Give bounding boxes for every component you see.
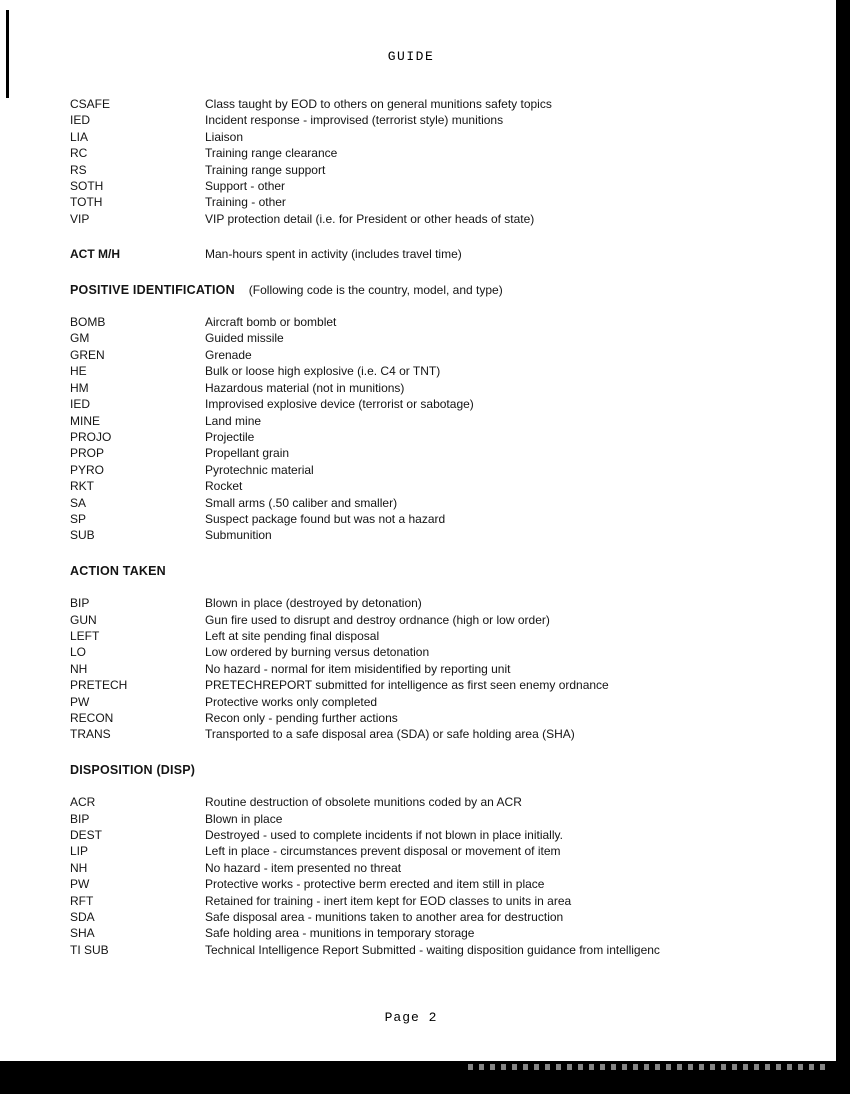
code-cell: LIA (70, 129, 89, 144)
section (70, 762, 810, 958)
description-cell: Support - other (205, 179, 286, 194)
description-cell: Blown in place (205, 811, 283, 826)
definition-row (70, 860, 810, 876)
description-cell: Destroyed - used to complete incidents if not blown in place initially. (205, 828, 563, 843)
section-heading (70, 282, 810, 298)
definition-row (70, 811, 810, 827)
description-cell: No hazard - normal for item misidentified by reporting unit (205, 661, 511, 676)
definition-row (70, 495, 810, 511)
section-title: POSITIVE IDENTIFICATION (70, 282, 235, 297)
definition-row (70, 612, 810, 628)
description-cell: Guided missile (205, 331, 284, 346)
code-cell: CSAFE (70, 97, 111, 111)
definition-row (70, 112, 810, 128)
code-cell: DEST (70, 828, 103, 843)
definition-row (70, 644, 810, 660)
description-cell: Land mine (205, 413, 262, 428)
code-cell: BIP (70, 596, 90, 611)
definition-row (70, 96, 810, 112)
code-cell: GUN (70, 612, 97, 627)
description-cell: Hazardous material (not in munitions) (205, 380, 405, 395)
definition-row (70, 876, 810, 892)
description-cell: Training range clearance (205, 146, 338, 161)
code-cell: SOTH (70, 179, 104, 194)
definition-list (70, 246, 810, 262)
section-heading (70, 762, 810, 778)
code-cell: GREN (70, 347, 105, 362)
definition-row (70, 462, 810, 478)
description-cell: Projectile (205, 429, 255, 444)
code-cell: SDA (70, 910, 95, 925)
description-cell: Recon only - pending further actions (205, 711, 398, 725)
code-cell: RC (70, 146, 88, 161)
definition-row (70, 794, 810, 810)
code-cell: LIP (70, 844, 89, 859)
code-cell: BIP (70, 811, 90, 826)
definition-row (70, 726, 810, 742)
description-cell: Gun fire used to disrupt and destroy ordnance (high or low order) (205, 612, 550, 627)
description-cell: Retained for training - inert item kept for EOD classes to units in area (205, 893, 572, 908)
description-cell: Safe holding area - munitions in temporary storage (205, 926, 475, 941)
code-cell: PRETECH (70, 678, 128, 693)
definition-row (70, 314, 810, 330)
definition-row (70, 527, 810, 543)
description-cell: Propellant grain (205, 446, 290, 461)
code-cell: TI SUB (70, 942, 109, 957)
section-title: ACTION TAKEN (70, 563, 166, 578)
definition-row (70, 710, 810, 726)
section (70, 563, 810, 743)
definition-row (70, 211, 810, 227)
definition-row (70, 511, 810, 527)
code-cell: PW (70, 877, 90, 892)
description-cell: Incident response - improvised (terrorist style) munitions (205, 113, 504, 128)
definition-row (70, 429, 810, 445)
code-cell: RFT (70, 893, 94, 908)
description-cell: Protective works only completed (205, 694, 378, 709)
code-cell: PROJO (70, 429, 112, 444)
definition-list (70, 794, 810, 958)
description-cell: Improvised explosive device (terrorist or sabotage) (205, 397, 474, 412)
description-cell: Low ordered by burning versus detonation (205, 645, 430, 660)
definition-row (70, 595, 810, 611)
definition-row (70, 380, 810, 396)
code-cell: PW (70, 694, 90, 709)
description-cell: Submunition (205, 528, 272, 543)
code-cell: HE (70, 364, 87, 379)
code-cell: MINE (70, 413, 100, 428)
description-cell: Protective works - protective berm erected and item still in place (205, 877, 545, 892)
code-cell: HM (70, 380, 89, 395)
description-cell: Suspect package found but was not a hazard (205, 511, 446, 526)
description-cell: Rocket (205, 479, 243, 494)
definition-row (70, 893, 810, 909)
definition-row (70, 178, 810, 194)
scan-artifact-bottom-bar (0, 1061, 850, 1094)
code-cell: SP (70, 511, 87, 526)
description-cell: PRETECHREPORT submitted for intelligence as first seen enemy ordnance (205, 678, 609, 693)
section (70, 246, 810, 262)
definition-row (70, 145, 810, 161)
definition-row (70, 162, 810, 178)
code-cell: LO (70, 645, 87, 660)
description-cell: Safe disposal area - munitions taken to another area for destruction (205, 910, 564, 925)
definition-row (70, 942, 810, 958)
description-cell: Technical Intelligence Report Submitted - waiting disposition guidance from intelligenc (205, 942, 660, 957)
code-cell: PROP (70, 446, 105, 461)
code-cell: NH (70, 860, 88, 875)
definition-list (70, 314, 810, 544)
description-cell: Routine destruction of obsolete munitions coded by an ACR (205, 795, 522, 810)
code-cell: GM (70, 331, 90, 346)
description-cell: Left at site pending final disposal (205, 628, 380, 643)
code-cell: ACR (70, 795, 96, 810)
definition-row (70, 677, 810, 693)
description-cell: VIP protection detail (i.e. for President or other heads of state) (205, 211, 535, 226)
description-cell: Class taught by EOD to others on general munitions safety topics (205, 97, 552, 111)
definition-row (70, 909, 810, 925)
description-cell: Bulk or loose high explosive (i.e. C4 or TNT) (205, 364, 441, 379)
definition-row (70, 396, 810, 412)
description-cell: Aircraft bomb or bomblet (205, 315, 337, 330)
description-cell: No hazard - item presented no threat (205, 860, 402, 875)
description-cell: Training - other (205, 195, 286, 210)
description-cell: Transported to a safe disposal area (SDA) or safe holding area (SHA) (205, 727, 575, 742)
description-cell: Training range support (205, 162, 326, 177)
description-cell: Pyrotechnic material (205, 462, 314, 477)
page-number: Page 2 (384, 1010, 438, 1025)
description-cell: Grenade (205, 347, 252, 362)
description-cell: Liaison (205, 129, 244, 144)
definition-row (70, 129, 810, 145)
definition-row (70, 363, 810, 379)
code-cell: TOTH (70, 195, 103, 210)
code-cell: SA (70, 495, 87, 510)
description-cell: Left in place - circumstances prevent disposal or movement of item (205, 844, 561, 859)
code-cell: NH (70, 661, 88, 676)
document-content (70, 96, 810, 958)
code-cell: PYRO (70, 462, 105, 477)
code-cell: RKT (70, 479, 94, 494)
section-title: DISPOSITION (DISP) (70, 762, 196, 777)
description-cell: Blown in place (destroyed by detonation) (205, 596, 422, 611)
section-note: (Following code is the country, model, and type) (248, 282, 503, 297)
code-cell: TRANS (70, 727, 111, 742)
definition-list (70, 595, 810, 743)
page-header-title: GUIDE (387, 49, 435, 64)
definition-row (70, 628, 810, 644)
code-cell: SUB (70, 528, 95, 543)
definition-row (70, 843, 810, 859)
code-cell: IED (70, 397, 91, 412)
code-cell: SHA (70, 926, 95, 941)
code-cell: RECON (70, 711, 114, 725)
definition-row (70, 827, 810, 843)
code-cell: VIP (70, 211, 90, 226)
definition-row (70, 661, 810, 677)
code-cell: BOMB (70, 315, 106, 330)
definition-list (70, 96, 810, 227)
scan-noise-text (468, 1064, 828, 1070)
scan-artifact-right-edge (836, 0, 850, 1094)
section (70, 282, 810, 544)
definition-row (70, 347, 810, 363)
definition-row (70, 330, 810, 346)
code-cell: IED (70, 113, 91, 128)
definition-row (70, 445, 810, 461)
definition-row (70, 246, 810, 262)
scan-artifact-left-edge (6, 10, 9, 98)
section-heading (70, 563, 810, 579)
definition-row (70, 925, 810, 941)
code-cell: ACT M/H (70, 247, 120, 262)
description-cell: Small arms (.50 caliber and smaller) (205, 495, 398, 510)
definition-row (70, 478, 810, 494)
description-cell: Man-hours spent in activity (includes travel time) (205, 247, 462, 262)
definition-row (70, 413, 810, 429)
code-cell: LEFT (70, 628, 100, 643)
definition-row (70, 194, 810, 210)
definition-row (70, 694, 810, 710)
section (70, 96, 810, 227)
code-cell: RS (70, 162, 87, 177)
